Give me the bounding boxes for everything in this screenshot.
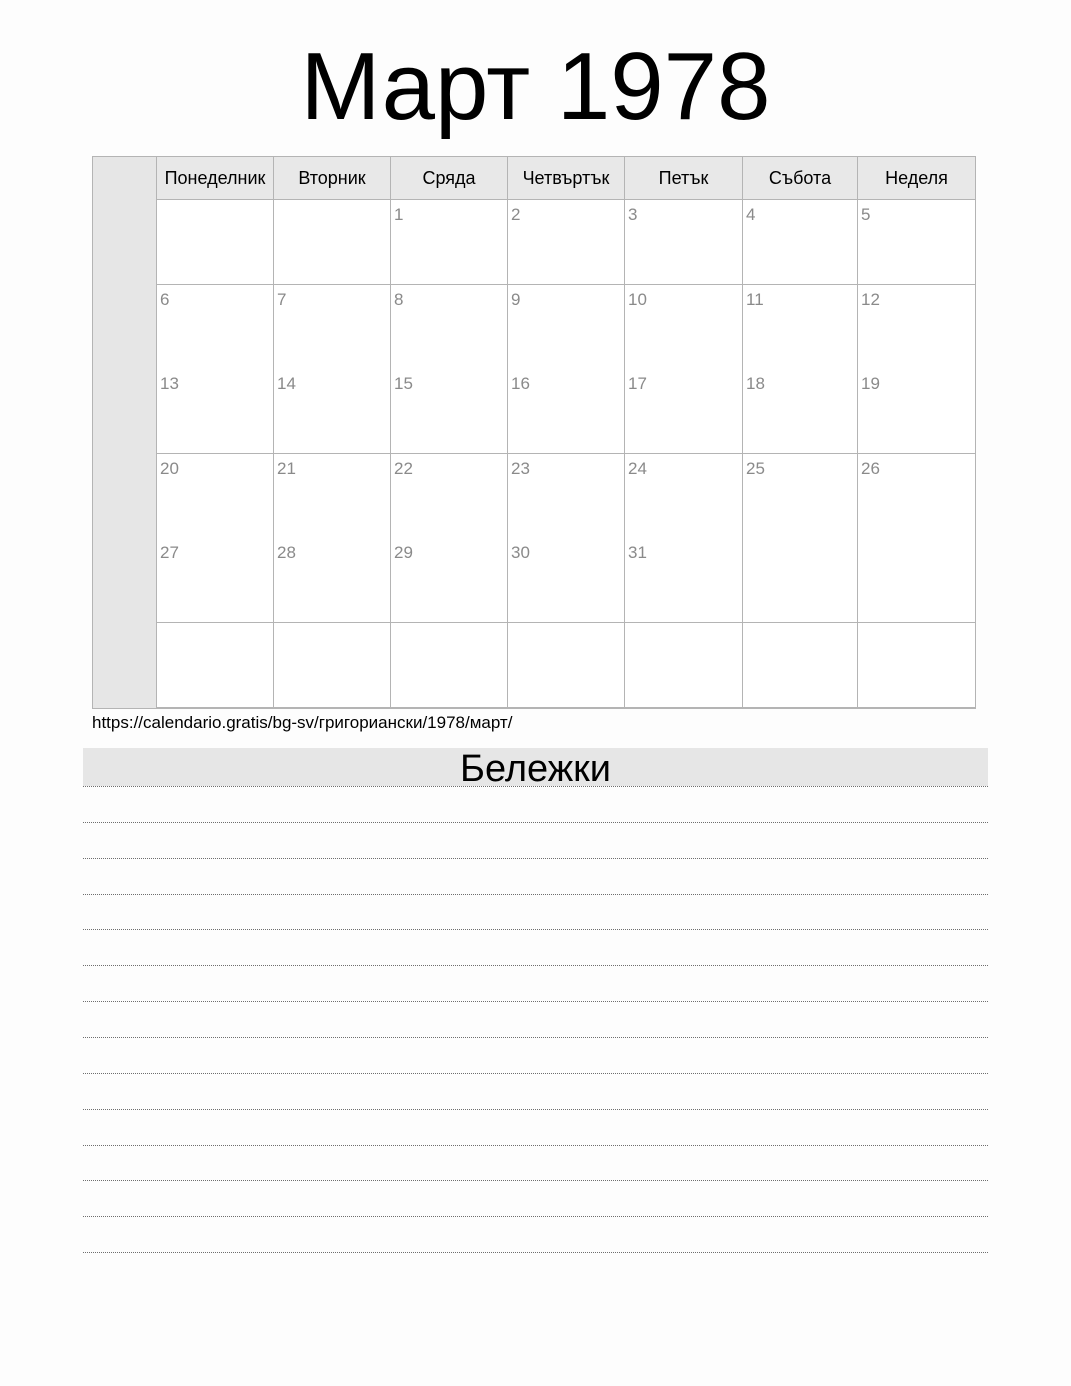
note-line bbox=[83, 1180, 988, 1181]
note-line bbox=[83, 965, 988, 966]
day-cell bbox=[625, 454, 743, 539]
day-cell bbox=[157, 454, 274, 539]
day-cell bbox=[157, 200, 274, 285]
weekday-header: Понеделник bbox=[157, 157, 274, 200]
day-cell bbox=[274, 454, 391, 539]
day-number: 30 bbox=[511, 543, 530, 562]
day-cell bbox=[157, 538, 274, 623]
day-number: 4 bbox=[746, 205, 756, 224]
note-line bbox=[83, 1252, 988, 1253]
day-cell bbox=[391, 285, 508, 370]
note-line bbox=[83, 822, 988, 823]
day-number: 9 bbox=[511, 289, 521, 309]
source-url[interactable]: https://calendario.gratis/bg-sv/григориански/1978/март/ bbox=[92, 713, 513, 732]
day-number: 5 bbox=[861, 205, 871, 224]
day-number: 21 bbox=[277, 458, 296, 478]
note-line bbox=[83, 1073, 988, 1074]
day-cell bbox=[743, 369, 858, 454]
day-number: 18 bbox=[746, 374, 765, 393]
day-cell bbox=[858, 200, 976, 285]
day-number: 19 bbox=[861, 374, 880, 393]
day-cell bbox=[508, 285, 625, 370]
day-number: 22 bbox=[394, 458, 413, 478]
day-number: 10 bbox=[628, 289, 647, 309]
day-number: 25 bbox=[746, 458, 765, 478]
day-cell bbox=[391, 623, 508, 708]
day-cell bbox=[274, 623, 391, 708]
day-cell bbox=[391, 369, 508, 454]
day-cell bbox=[625, 538, 743, 623]
day-number: 28 bbox=[277, 543, 296, 562]
day-number: 11 bbox=[746, 289, 764, 309]
day-number: 13 bbox=[160, 374, 179, 393]
day-cell bbox=[508, 369, 625, 454]
weekday-header: Вторник bbox=[274, 157, 391, 200]
day-number: 14 bbox=[277, 374, 296, 393]
day-cell bbox=[508, 454, 625, 539]
day-cell bbox=[625, 200, 743, 285]
day-cell bbox=[391, 200, 508, 285]
day-cell bbox=[858, 623, 976, 708]
day-cell bbox=[858, 538, 976, 623]
day-cell bbox=[274, 200, 391, 285]
weekday-header: Неделя bbox=[858, 157, 976, 200]
day-cell bbox=[391, 538, 508, 623]
day-number: 29 bbox=[394, 543, 413, 562]
weekday-header: Събота bbox=[743, 157, 858, 200]
day-cell bbox=[743, 538, 858, 623]
weekday-header: Петък bbox=[625, 157, 743, 200]
day-number: 1 bbox=[394, 205, 404, 224]
day-cell bbox=[625, 369, 743, 454]
note-line bbox=[83, 1037, 988, 1038]
day-cell bbox=[274, 285, 391, 370]
day-number: 17 bbox=[628, 374, 647, 393]
day-cell bbox=[858, 285, 976, 370]
day-number: 15 bbox=[394, 374, 413, 393]
day-number: 7 bbox=[277, 289, 287, 309]
note-line bbox=[83, 1216, 988, 1217]
day-number: 3 bbox=[628, 205, 638, 224]
day-number: 16 bbox=[511, 374, 530, 393]
day-number: 31 bbox=[628, 543, 647, 562]
day-cell bbox=[743, 454, 858, 539]
day-cell bbox=[274, 538, 391, 623]
day-cell bbox=[508, 200, 625, 285]
week-number-column bbox=[93, 157, 157, 708]
day-cell bbox=[508, 538, 625, 623]
day-cell bbox=[858, 369, 976, 454]
day-cell bbox=[157, 285, 274, 370]
calendar-grid bbox=[92, 156, 976, 709]
notes-heading: Бележки bbox=[83, 748, 988, 786]
weekday-header: Четвъртък bbox=[508, 157, 625, 200]
note-line bbox=[83, 1001, 988, 1002]
day-cell bbox=[858, 454, 976, 539]
day-cell bbox=[274, 369, 391, 454]
day-number: 8 bbox=[394, 289, 404, 309]
note-line bbox=[83, 858, 988, 859]
day-number: 23 bbox=[511, 458, 530, 478]
day-cell bbox=[625, 285, 743, 370]
day-cell bbox=[743, 285, 858, 370]
day-cell bbox=[743, 623, 858, 708]
note-line bbox=[83, 1145, 988, 1146]
day-number: 2 bbox=[511, 205, 521, 224]
day-number: 27 bbox=[160, 543, 179, 562]
weekday-header: Сряда bbox=[391, 157, 508, 200]
day-cell bbox=[625, 623, 743, 708]
day-number: 24 bbox=[628, 458, 647, 478]
day-number: 12 bbox=[861, 289, 880, 309]
day-cell bbox=[157, 623, 274, 708]
note-line bbox=[83, 894, 988, 895]
note-line bbox=[83, 929, 988, 930]
day-number: 20 bbox=[160, 458, 179, 478]
day-cell bbox=[157, 369, 274, 454]
day-cell bbox=[508, 623, 625, 708]
note-line bbox=[83, 786, 988, 787]
day-number: 6 bbox=[160, 289, 170, 309]
note-line bbox=[83, 1109, 988, 1110]
day-number: 26 bbox=[861, 458, 880, 478]
day-cell bbox=[391, 454, 508, 539]
day-cell bbox=[743, 200, 858, 285]
page-title: Март 1978 bbox=[300, 33, 771, 140]
